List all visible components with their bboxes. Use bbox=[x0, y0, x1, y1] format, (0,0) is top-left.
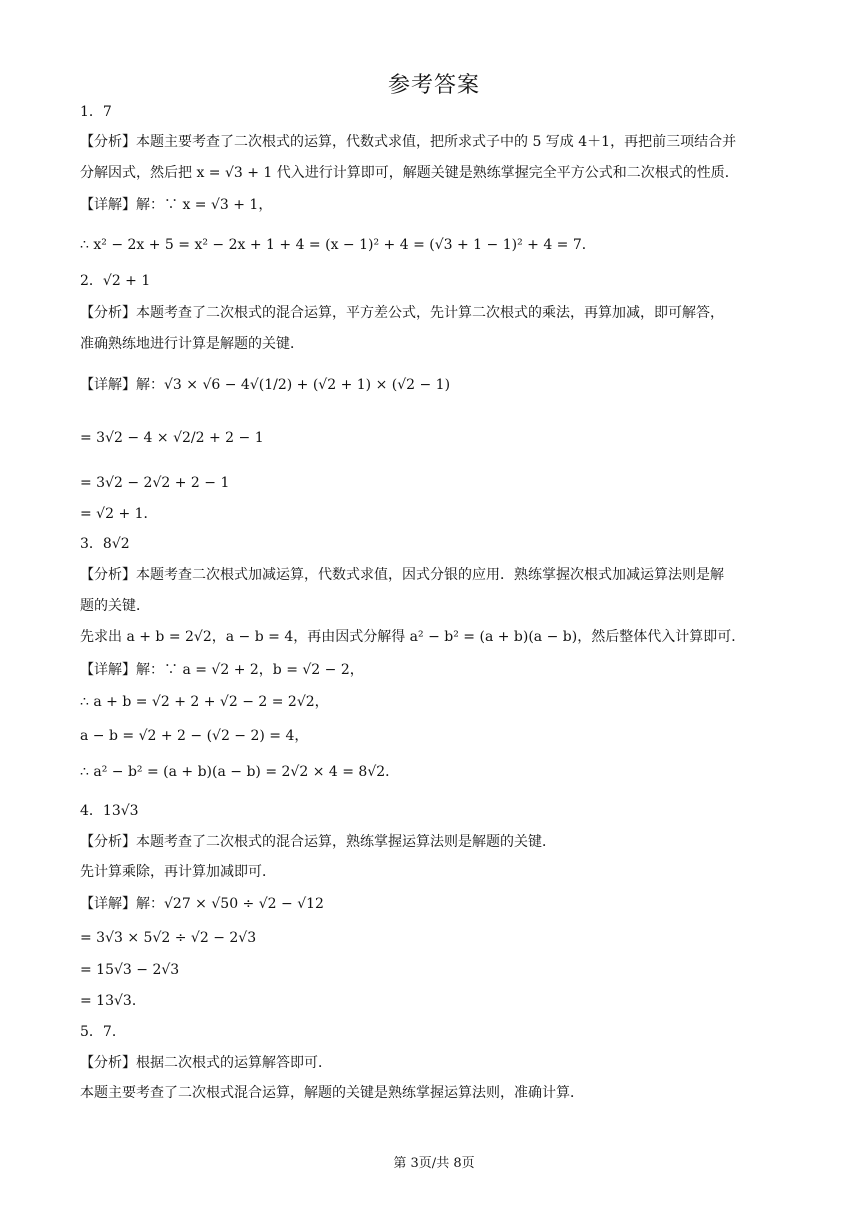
answer-2-detail-line-3: = 3√2 − 2√2 + 2 − 1 bbox=[80, 475, 230, 491]
answer-2-detail-line-1: 【详解】解：√3 × √6 − 4√(1/2) + (√2 + 1) × (√2 − 1) bbox=[80, 377, 451, 393]
answer-2-number: 2．√2 + 1 bbox=[80, 273, 151, 289]
answer-2-analysis-line-2: 准确熟练地进行计算是解题的关键． bbox=[80, 336, 304, 352]
answer-5-analysis-line-1: 【分析】根据二次根式的运算解答即可． bbox=[80, 1055, 332, 1071]
page-title: 参考答案 bbox=[387, 73, 480, 98]
answer-4-number: 4．13√3 bbox=[80, 803, 139, 819]
answer-3-detail-line-3: a − b = √2 + 2 − (√2 − 2) = 4， bbox=[80, 728, 309, 744]
answer-2-detail-line-4: = √2 + 1． bbox=[80, 506, 158, 522]
answer-3-analysis-line-1: 【分析】本题考查二次根式加减运算，代数式求值，因式分银的应用．熟练掌握次根式加减运算法则是解 bbox=[80, 567, 724, 583]
answer-4-detail-line-4: = 13√3． bbox=[80, 993, 146, 1009]
answer-3-detail-line-1: 【详解】解：∵ a = √2 + 2，b = √2 − 2， bbox=[80, 662, 364, 678]
answer-1-analysis-line-1: 【分析】本题主要考查了二次根式的运算，代数式求值，把所求式子中的 5 写成 4＋1，再把前三项结合并 bbox=[80, 134, 737, 150]
answer-3-analysis-line-3: 先求出 a + b = 2√2，a − b = 4，再由因式分解得 a² − b² = (a + b)(a − b)，然后整体代入计算即可． bbox=[80, 629, 746, 645]
answer-3-number: 3．8√2 bbox=[80, 536, 130, 552]
answer-4-analysis-line-2: 先计算乘除，再计算加减即可． bbox=[80, 864, 276, 880]
answer-5-number: 5．7． bbox=[80, 1024, 126, 1040]
answer-4-detail-line-2: = 3√3 × 5√2 ÷ √2 − 2√3 bbox=[80, 930, 257, 946]
answer-3-analysis-line-2: 题的关键． bbox=[80, 598, 150, 614]
answer-4-analysis-line-1: 【分析】本题考查了二次根式的混合运算，熟练掌握运算法则是解题的关键． bbox=[80, 834, 556, 850]
answer-1-detail-line-1: 【详解】解：∵ x = √3 + 1， bbox=[80, 197, 273, 213]
answer-2-analysis-line-1: 【分析】本题考查了二次根式的混合运算，平方差公式，先计算二次根式的乘法，再算加减，即可解答， bbox=[80, 305, 724, 321]
answer-3-detail-line-4: ∴ a² − b² = (a + b)(a − b) = 2√2 × 4 = 8√2． bbox=[80, 764, 400, 780]
answer-4-detail-line-3: = 15√3 − 2√3 bbox=[80, 962, 180, 978]
answer-4-detail-line-1: 【详解】解：√27 × √50 ÷ √2 − √12 bbox=[80, 896, 324, 912]
answer-1-analysis-line-2: 分解因式，然后把 x = √3 + 1 代入进行计算即可，解题关键是熟练掌握完全平方公式和二次根式的性质． bbox=[80, 165, 739, 181]
answer-3-detail-line-2: ∴ a + b = √2 + 2 + √2 − 2 = 2√2， bbox=[80, 694, 329, 710]
answer-2-detail-line-2: = 3√2 − 4 × √2/2 + 2 − 1 bbox=[80, 430, 264, 446]
answer-1-detail-line-2: ∴ x² − 2x + 5 = x² − 2x + 1 + 4 = (x − 1)² + 4 = (√3 + 1 − 1)² + 4 = 7． bbox=[80, 237, 596, 253]
answer-1-number: 1．7 bbox=[80, 104, 112, 120]
page-footer: 第 3页/共 8页 bbox=[393, 1156, 475, 1171]
answer-5-analysis-line-2: 本题主要考查了二次根式混合运算，解题的关键是熟练掌握运算法则，准确计算． bbox=[80, 1085, 584, 1101]
